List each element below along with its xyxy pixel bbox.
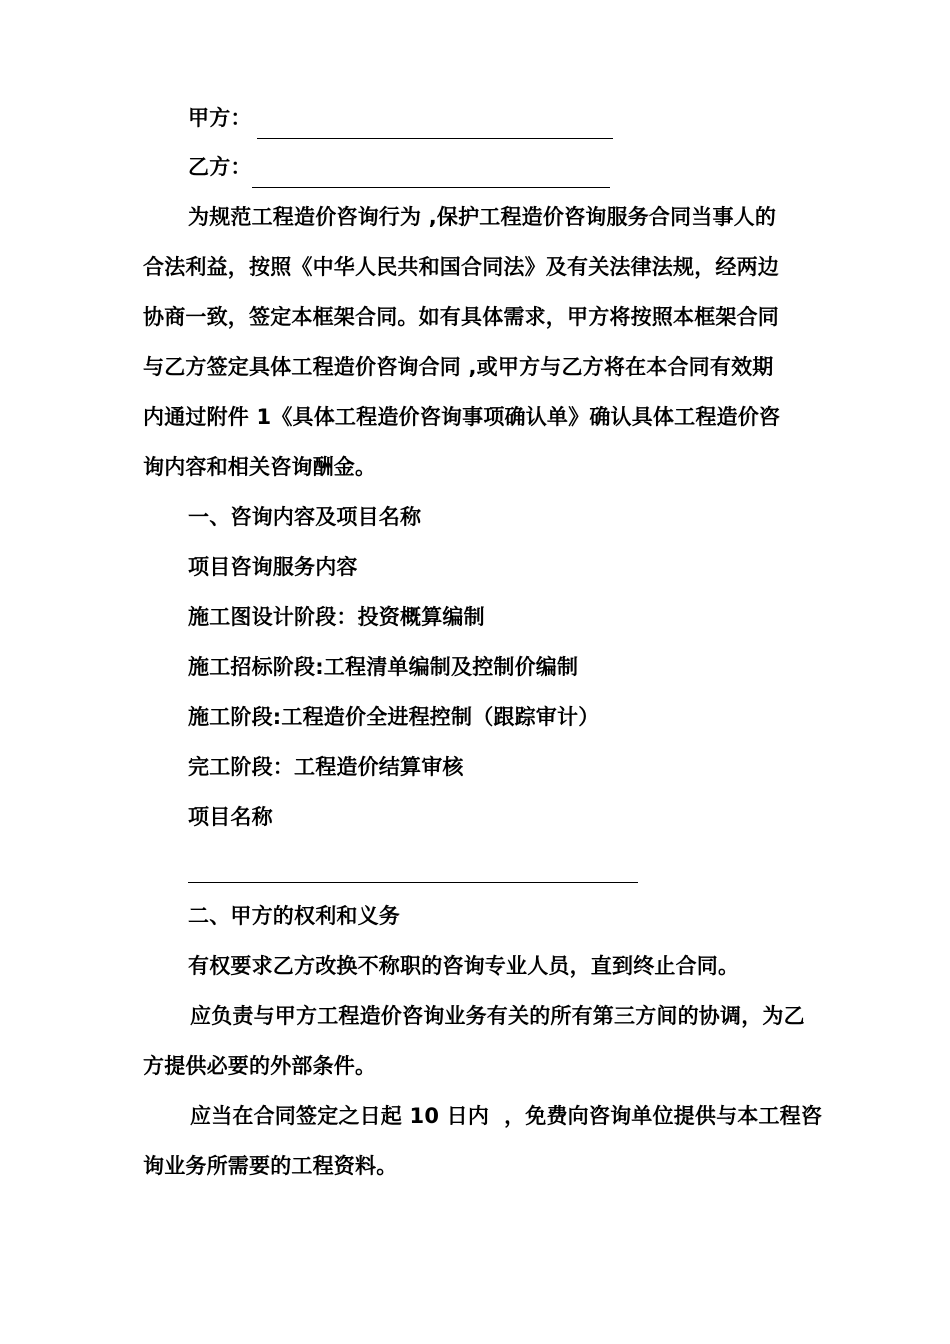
service-item: 完工阶段：工程造价结算审核 (188, 755, 464, 779)
duty-line: 应当在合同签定之日起 10 日内 ，免费向咨询单位提供与本工程咨 (190, 1104, 823, 1128)
intro-line: 为规范工程造价咨询行为 ,保护工程造价咨询服务合同当事人的 (188, 205, 777, 229)
project-name-label: 项目名称 (188, 805, 273, 829)
service-item: 施工招标阶段:工程清单编制及控制价编制 (188, 655, 579, 679)
party-a-label: 甲方： (188, 106, 252, 130)
party-a-right: 有权要求乙方改换不称职的咨询专业人员，直到终止合同。 (188, 954, 740, 978)
intro-line: 协商一致，签定本框架合同。如有具体需求，甲方将按照本框架合同 (143, 305, 779, 329)
duty-line: 询业务所需要的工程资料。 (143, 1154, 398, 1178)
service-content-heading: 项目咨询服务内容 (188, 555, 358, 579)
service-item: 施工图设计阶段：投资概算编制 (188, 605, 485, 629)
party-a-blank-line (257, 138, 613, 139)
duty-line: 方提供必要的外部条件。 (143, 1054, 377, 1078)
duty-line: 应负责与甲方工程造价咨询业务有关的所有第三方间的协调，为乙 (190, 1004, 805, 1028)
party-b-blank-line (252, 187, 610, 188)
intro-line: 询内容和相关咨询酬金。 (143, 455, 377, 479)
intro-line: 合法利益，按照《中华人民共和国合同法》及有关法律法规，经两边 (143, 255, 779, 279)
party-b-label: 乙方： (188, 155, 252, 179)
service-item: 施工阶段:工程造价全进程控制（跟踪审计） (188, 705, 600, 729)
section-2-heading: 二、甲方的权利和义务 (188, 904, 400, 928)
intro-line: 内通过附件 1《具体工程造价咨询事项确认单》确认具体工程造价咨 (143, 405, 781, 429)
section-1-heading: 一、咨询内容及项目名称 (188, 505, 422, 529)
intro-line: 与乙方签定具体工程造价咨询合同 ,或甲方与乙方将在本合同有效期 (143, 355, 774, 379)
project-name-blank-line (188, 882, 638, 883)
